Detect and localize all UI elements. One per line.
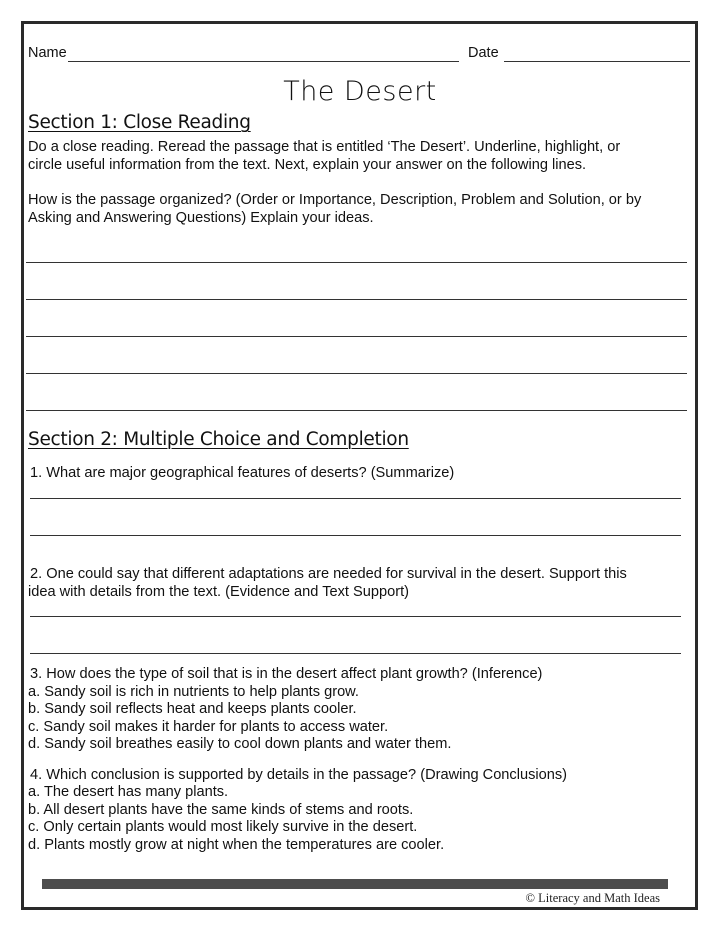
section-1-instructions-line-2: circle useful information from the text. Next, explain your answer on the following lines.: [28, 157, 587, 173]
question-3-choice-a[interactable]: a. Sandy soil is rich in nutrients to help plants grow.: [28, 684, 359, 700]
section-1-answer-line[interactable]: [26, 336, 687, 337]
page-title: The Desert: [283, 76, 437, 107]
question-2-text-line-1: 2. One could say that different adaptations are needed for survival in the desert. Support this: [30, 566, 627, 582]
question-3-choice-c[interactable]: c. Sandy soil makes it harder for plants to access water.: [28, 719, 389, 735]
question-3-text: 3. How does the type of soil that is in the desert affect plant growth? (Inference): [30, 666, 543, 682]
section-1-instructions-line-1: Do a close reading. Reread the passage that is entitled ‘The Desert’. Underline, highlight, or: [28, 139, 621, 155]
date-field-line[interactable]: [504, 61, 690, 62]
question-1-answer-line[interactable]: [30, 535, 681, 536]
question-1-text: 1. What are major geographical features of deserts? (Summarize): [30, 465, 455, 481]
question-2-answer-line[interactable]: [30, 616, 681, 617]
question-4-choice-a[interactable]: a. The desert has many plants.: [28, 784, 229, 800]
question-2-text-line-2: idea with details from the text. (Evidence and Text Support): [28, 584, 409, 600]
section-1-heading: Section 1: Close Reading: [28, 112, 251, 133]
section-1-question-line-1: How is the passage organized? (Order or Importance, Description, Problem and Solution, or by: [28, 192, 642, 208]
question-2-answer-line[interactable]: [30, 653, 681, 654]
question-1-answer-line[interactable]: [30, 498, 681, 499]
name-field-line[interactable]: [68, 61, 459, 62]
section-1-answer-line[interactable]: [26, 410, 687, 411]
section-1-answer-line[interactable]: [26, 299, 687, 300]
footer-bar: [42, 879, 668, 889]
section-1-answer-line[interactable]: [26, 373, 687, 374]
name-label: Name: [28, 45, 67, 61]
question-4-text: 4. Which conclusion is supported by details in the passage? (Drawing Conclusions): [30, 767, 568, 783]
question-4-choice-d[interactable]: d. Plants mostly grow at night when the temperatures are cooler.: [28, 837, 445, 853]
section-1-answer-line[interactable]: [26, 262, 687, 263]
copyright-notice: © Literacy and Math Ideas: [525, 891, 660, 905]
section-1-question-line-2: Asking and Answering Questions) Explain your ideas.: [28, 210, 374, 226]
question-4-choice-b[interactable]: b. All desert plants have the same kinds of stems and roots.: [28, 802, 414, 818]
question-3-choice-b[interactable]: b. Sandy soil reflects heat and keeps plants cooler.: [28, 701, 357, 717]
section-2-heading: Section 2: Multiple Choice and Completion: [28, 429, 409, 450]
date-label: Date: [468, 45, 499, 61]
question-4-choice-c[interactable]: c. Only certain plants would most likely survive in the desert.: [28, 819, 418, 835]
question-3-choice-d[interactable]: d. Sandy soil breathes easily to cool down plants and water them.: [28, 736, 452, 752]
